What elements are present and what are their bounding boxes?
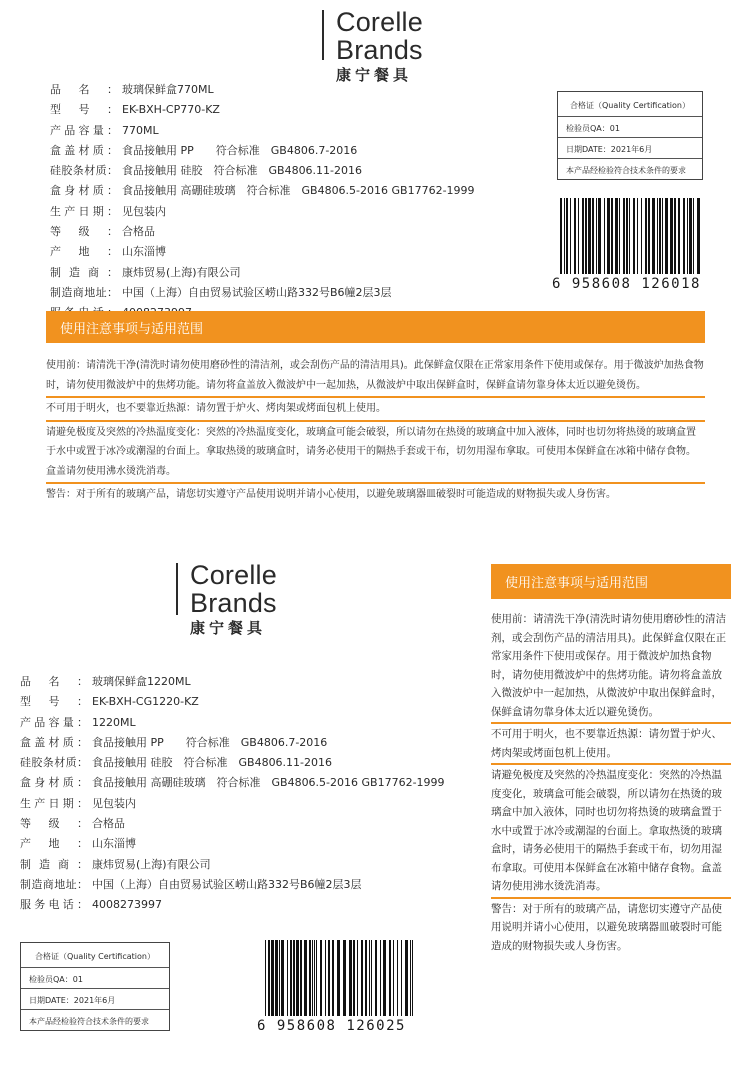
spec-value: 见包装内 <box>122 204 166 218</box>
spec-key: 产品容量： <box>50 123 118 137</box>
barcode-bottom <box>257 940 413 1034</box>
spec-row <box>20 875 445 895</box>
spec-key: 盒身材质： <box>50 184 118 198</box>
brand-name-en: Corelle <box>190 560 277 590</box>
spec-key: 硅胶条材质： <box>50 164 118 178</box>
notice-para-temperature: 请避免极度及突然的冷热温度变化：突然的冷热温度变化，玻璃盒可能会破裂，所以请勿在热烫的玻璃盒中加入液体，同时也切勿将热烫的玻璃盒置于水中或置于冰冷或潮湿的台面上。拿取热烫的玻璃盒时，请务必使用干的隔热手套或干布，切勿用湿布拿取。可使用本保鲜盒在冰箱中储存食物。盒盖请勿使用沸水烫洗消毒。 <box>491 765 731 899</box>
spec-key: 生产日期： <box>20 796 88 810</box>
barcode-number: 6 958608 126018 <box>552 276 701 292</box>
certificate-bottom <box>20 942 170 1031</box>
spec-value: 1220ML <box>92 715 136 729</box>
spec-key: 产地： <box>20 837 88 851</box>
notice-para-usage: 使用前：请清洗干净(清洗时请勿使用磨砂性的清洁剂，或会刮伤产品的清洁用具)。此保鲜盒仅限在正常家用条件下使用或保存。用于微波炉加热食物时，请勿使用微波炉中的焦烤功能。请勿将盒盖放入微波炉中一起加热，从微波炉中取出保鲜盒时，保鲜盒请勿靠身体太近以避免烫伤。 <box>46 355 705 398</box>
spec-value: 康炜贸易(上海)有限公司 <box>122 265 241 279</box>
notice-para-fire: 不可用于明火，也不要靠近热源：请勿置于炉火、烤肉架或烤面包机上使用。 <box>46 398 705 422</box>
spec-row <box>20 733 445 753</box>
spec-key: 等级： <box>50 225 118 239</box>
brand-name-cn: 康宁餐具 <box>336 66 413 84</box>
spec-value: 玻璃保鲜盒770ML <box>122 83 214 96</box>
spec-value: 见包装内 <box>92 796 136 810</box>
spec-key: 盒盖材质： <box>50 143 118 157</box>
spec-row <box>50 222 475 242</box>
spec-row <box>20 814 445 834</box>
spec-value: 合格品 <box>92 817 125 831</box>
spec-row <box>50 100 475 120</box>
certificate-top <box>557 91 703 180</box>
barcode-bars <box>265 940 413 1016</box>
spec-key: 制造商： <box>50 265 118 279</box>
spec-row <box>50 181 475 201</box>
spec-value: 中国（上海）自由贸易试验区崂山路332号B6幢2层3层 <box>122 285 392 299</box>
spec-list-bottom <box>20 672 445 916</box>
spec-key: 型号： <box>20 695 88 709</box>
spec-value: 玻璃保鲜盒1220ML <box>92 675 191 688</box>
notice-body-bottom <box>491 609 731 956</box>
spec-row <box>20 672 445 692</box>
certificate-date: 日期DATE：2021年6月 <box>21 988 169 1009</box>
spec-row <box>20 834 445 854</box>
spec-key: 型号： <box>50 103 118 117</box>
spec-value: 770ML <box>122 123 159 137</box>
spec-value: 食品接触用 高硼硅玻璃 符合标准 GB4806.5-2016 GB17762-1999 <box>92 776 445 790</box>
spec-value: 山东淄博 <box>122 245 166 259</box>
spec-value: 合格品 <box>122 225 155 239</box>
notice-body-top <box>46 355 705 506</box>
spec-row <box>20 794 445 814</box>
spec-row <box>50 283 475 303</box>
spec-value: 山东淄博 <box>92 837 136 851</box>
spec-value: 食品接触用 硅胶 符合标准 GB4806.11-2016 <box>122 164 363 178</box>
brand-logo-top <box>322 8 423 83</box>
spec-key: 制造商： <box>20 857 88 871</box>
brand-name-en: Corelle <box>336 7 423 37</box>
spec-row <box>50 242 475 262</box>
notice-heading-bottom: 使用注意事项与适用范围 <box>491 564 731 599</box>
notice-para-usage: 使用前：请清洗干净(清洗时请勿使用磨砂性的清洁剂，或会刮伤产品的清洁用具)。此保鲜盒仅限在正常家用条件下使用或保存。用于微波炉加热食物时，请勿使用微波炉中的焦烤功能。请勿将盒盖放入微波炉中一起加热，从微波炉中取出保鲜盒时，保鲜盒请勿靠身体太近以避免烫伤。 <box>491 609 731 724</box>
brand-divider <box>322 10 324 60</box>
certificate-title: 合格证（Quality Certification） <box>570 101 690 110</box>
spec-key: 品名： <box>20 675 88 688</box>
spec-value: EK-BXH-CP770-KZ <box>122 103 220 117</box>
notice-para-fire: 不可用于明火，也不要靠近热源：请勿置于炉火、烤肉架或烤面包机上使用。 <box>491 724 731 765</box>
barcode-number: 6 958608 126025 <box>257 1018 406 1034</box>
certificate-note: 本产品经检验符合技术条件的要求 <box>558 158 702 179</box>
spec-list-top <box>50 80 475 324</box>
spec-key: 盒盖材质： <box>20 735 88 749</box>
barcode-bars <box>560 198 700 274</box>
spec-row <box>20 895 445 915</box>
certificate-title: 合格证（Quality Certification） <box>35 952 155 961</box>
spec-value: 食品接触用 PP 符合标准 GB4806.7-2016 <box>92 735 328 749</box>
spec-value: 中国（上海）自由贸易试验区崂山路332号B6幢2层3层 <box>92 877 362 891</box>
spec-value: EK-BXH-CG1220-KZ <box>92 695 199 709</box>
spec-key: 制造商地址： <box>50 285 118 299</box>
spec-value: 康炜贸易(上海)有限公司 <box>92 857 211 871</box>
certificate-qa: 检验员QA：01 <box>21 967 169 988</box>
brand-divider <box>176 563 178 615</box>
spec-key: 品名： <box>50 83 118 96</box>
brand-name-cn: 康宁餐具 <box>190 619 267 637</box>
spec-row <box>20 713 445 733</box>
spec-key: 制造商地址： <box>20 877 88 891</box>
certificate-note: 本产品经检验符合技术条件的要求 <box>21 1009 169 1030</box>
spec-key: 产地： <box>50 245 118 259</box>
spec-key: 产品容量： <box>20 715 88 729</box>
spec-row <box>50 202 475 222</box>
spec-value: 食品接触用 高硼硅玻璃 符合标准 GB4806.5-2016 GB17762-1999 <box>122 184 475 198</box>
notice-para-temperature: 请避免极度及突然的冷热温度变化：突然的冷热温度变化，玻璃盒可能会破裂，所以请勿在热烫的玻璃盒中加入液体，同时也切勿将热烫的玻璃盒置于水中或置于冰冷或潮湿的台面上。拿取热烫的玻璃盒时，请务必使用干的隔热手套或干布，切勿用湿布拿取。可使用本保鲜盒在冰箱中储存食物。盒盖请勿使用沸水烫洗消毒。 <box>46 422 705 485</box>
spec-value: 食品接触用 硅胶 符合标准 GB4806.11-2016 <box>92 756 333 770</box>
spec-row <box>50 263 475 283</box>
spec-value: 食品接触用 PP 符合标准 GB4806.7-2016 <box>122 143 358 157</box>
spec-row <box>20 773 445 793</box>
spec-value: 4008273997 <box>92 898 162 912</box>
spec-row <box>20 692 445 712</box>
spec-row <box>50 80 475 100</box>
notice-para-warning: 警告：对于所有的玻璃产品，请您切实遵守产品使用说明并请小心使用，以避免玻璃器皿破裂时可能造成的财物损失或人身伤害。 <box>46 489 616 500</box>
spec-key: 生产日期： <box>50 204 118 218</box>
spec-key: 硅胶条材质： <box>20 756 88 770</box>
certificate-date: 日期DATE：2021年6月 <box>558 137 702 158</box>
barcode-top <box>552 198 701 292</box>
brand-name-en: Brands <box>190 588 277 618</box>
notice-heading-top: 使用注意事项与适用范围 <box>46 311 705 343</box>
spec-row <box>20 855 445 875</box>
spec-key: 等级： <box>20 817 88 831</box>
certificate-qa: 检验员QA：01 <box>558 116 702 137</box>
brand-logo-bottom <box>176 561 277 636</box>
spec-row <box>50 141 475 161</box>
spec-key: 盒身材质： <box>20 776 88 790</box>
spec-row <box>20 753 445 773</box>
brand-name-en: Brands <box>336 35 423 65</box>
spec-row <box>50 121 475 141</box>
spec-row <box>50 161 475 181</box>
spec-key: 服务电话： <box>20 898 88 912</box>
notice-para-warning: 警告：对于所有的玻璃产品，请您切实遵守产品使用说明并请小心使用，以避免玻璃器皿破裂时可能造成的财物损失或人身伤害。 <box>491 902 722 952</box>
